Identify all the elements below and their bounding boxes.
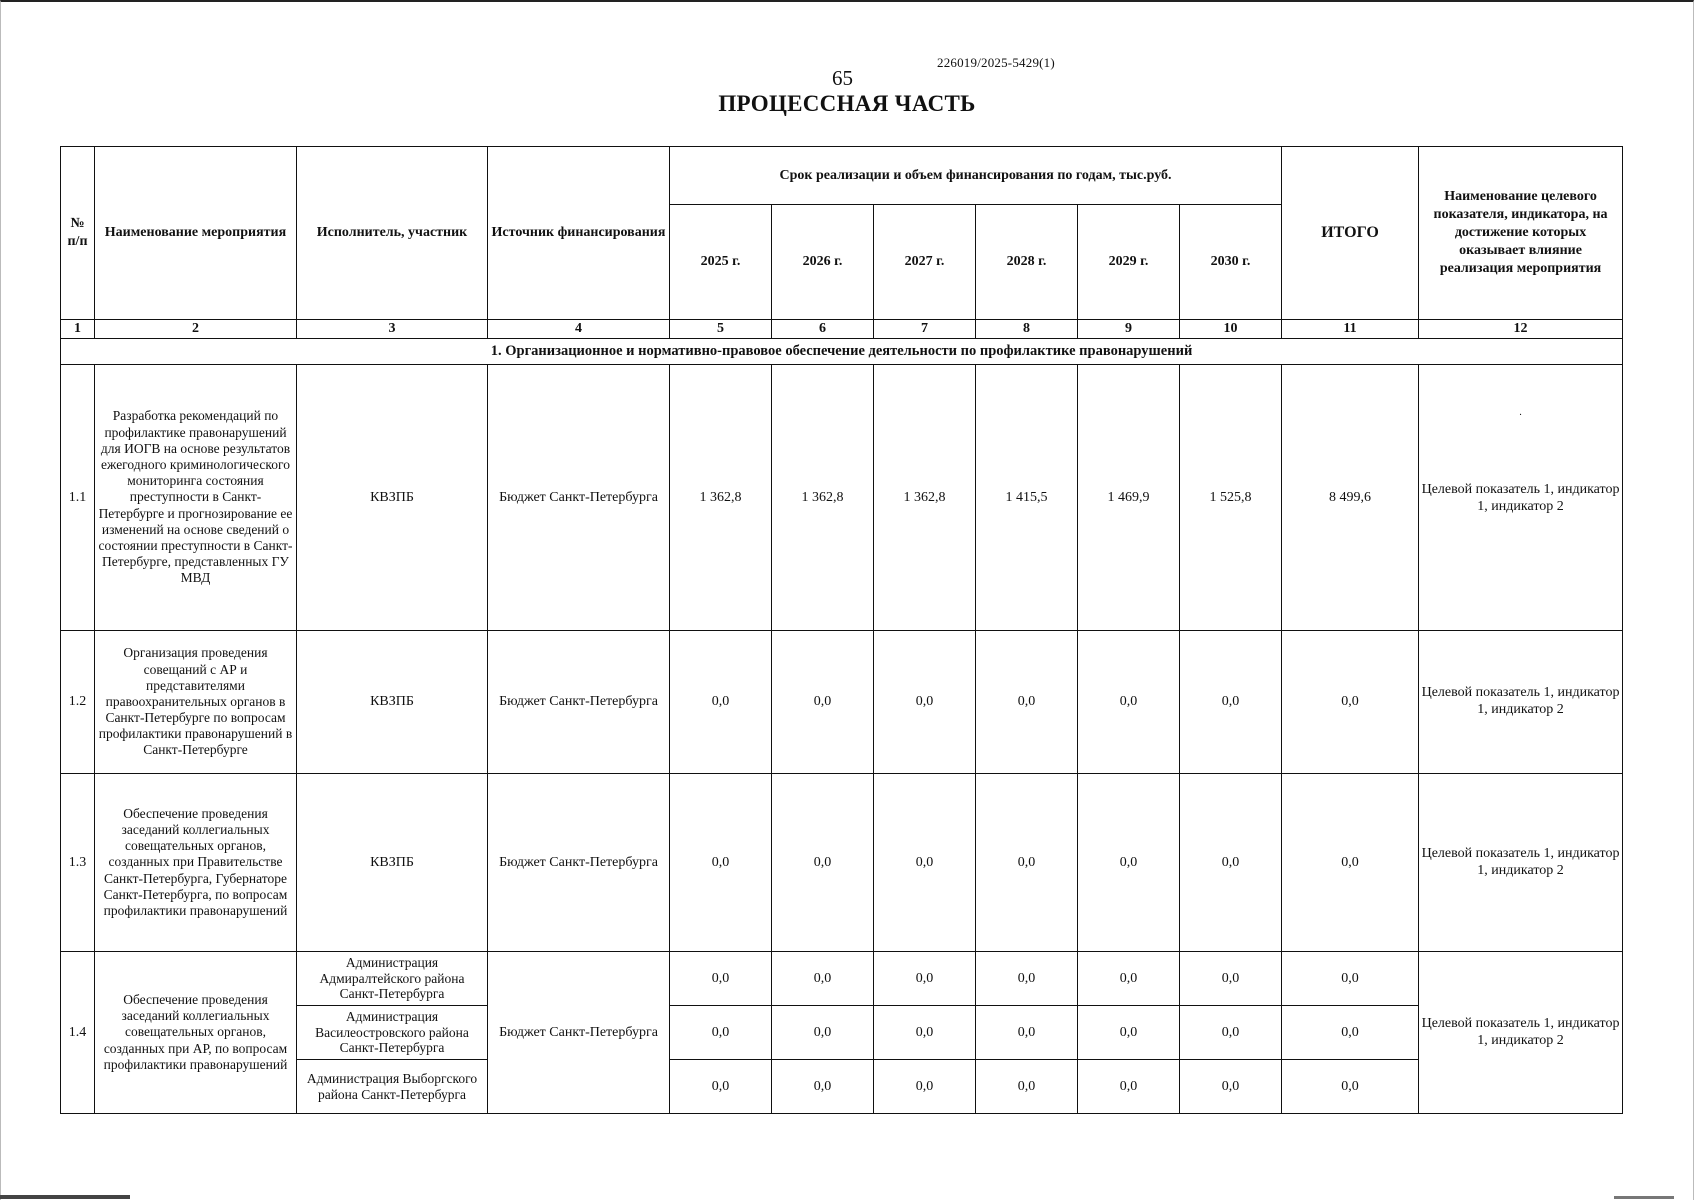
executor: КВЗПБ xyxy=(297,365,488,631)
executor: КВЗПБ xyxy=(297,774,488,952)
value-2025: 0,0 xyxy=(670,774,772,952)
col-header-year-2026: 2026 г. xyxy=(772,205,874,320)
target-indicator xyxy=(1419,365,1623,631)
value-2029: 0,0 xyxy=(1078,1060,1180,1114)
col-header-target: Наименование целевого показателя, индикатора, на достижение которых оказывает влияние реализация мероприятия xyxy=(1419,147,1623,320)
value-2029: 1 469,9 xyxy=(1078,365,1180,631)
value-2028: 0,0 xyxy=(976,952,1078,1006)
value-2028: 0,0 xyxy=(976,631,1078,774)
row-index: 1.1 xyxy=(61,365,95,631)
scan-edge-mark xyxy=(0,1195,130,1199)
section-row xyxy=(61,339,1623,365)
col-number: 3 xyxy=(297,320,488,339)
value-2029: 0,0 xyxy=(1078,631,1180,774)
value-2027: 0,0 xyxy=(874,1060,976,1114)
scan-edge-mark xyxy=(1614,1196,1674,1199)
section-title: 1. Организационное и нормативно-правовое обеспечение деятельности по профилактике правонарушений xyxy=(61,339,1623,365)
col-number: 12 xyxy=(1419,320,1623,339)
value-2027: 0,0 xyxy=(874,1006,976,1060)
value-2030: 0,0 xyxy=(1180,774,1282,952)
value-2026: 1 362,8 xyxy=(772,365,874,631)
measure-name: Обеспечение проведения заседаний коллегиальных совещательных органов, созданных при АР, по вопросам профилактики правонарушений xyxy=(95,952,297,1114)
col-header-year-2027: 2027 г. xyxy=(874,205,976,320)
value-2026: 0,0 xyxy=(772,952,874,1006)
value-2025: 0,0 xyxy=(670,1060,772,1114)
funding-source: Бюджет Санкт-Петербурга xyxy=(488,631,670,774)
col-header-period-group: Срок реализации и объем финансирования по годам, тыс.руб. xyxy=(670,147,1282,205)
col-number: 1 xyxy=(61,320,95,339)
target-indicator: Целевой показатель 1, индикатор 1, индикатор 2 xyxy=(1419,631,1623,774)
process-part-table xyxy=(60,146,1623,1114)
value-2026: 0,0 xyxy=(772,631,874,774)
header-row-1 xyxy=(61,147,1623,205)
col-header-year-2029: 2029 г. xyxy=(1078,205,1180,320)
col-number: 9 xyxy=(1078,320,1180,339)
measure-name: Обеспечение проведения заседаний коллегиальных совещательных органов, созданных при Правительстве Санкт-Петербурга, Губернаторе Санкт-Петербурга, по вопросам профилактики правонарушений xyxy=(95,774,297,952)
value-total: 0,0 xyxy=(1282,1006,1419,1060)
row-index: 1.3 xyxy=(61,774,95,952)
executor: КВЗПБ xyxy=(297,631,488,774)
funding-source: Бюджет Санкт-Петербурга xyxy=(488,365,670,631)
value-2027: 0,0 xyxy=(874,952,976,1006)
value-2027: 1 362,8 xyxy=(874,365,976,631)
funding-source: Бюджет Санкт-Петербурга xyxy=(488,952,670,1114)
row-index: 1.4 xyxy=(61,952,95,1114)
value-2030: 0,0 xyxy=(1180,1006,1282,1060)
document-registration-number: 226019/2025-5429(1) xyxy=(937,55,1055,70)
value-2028: 0,0 xyxy=(976,1006,1078,1060)
measure-name: Организация проведения совещаний с АР и представителями правоохранительных органов в Санкт-Петербурге по вопросам профилактики правонарушений в Санкт-Петербурге xyxy=(95,631,297,774)
value-2025: 0,0 xyxy=(670,952,772,1006)
value-2030: 1 525,8 xyxy=(1180,365,1282,631)
value-2028: 0,0 xyxy=(976,1060,1078,1114)
col-header-num: № п/п xyxy=(61,147,95,320)
value-total: 0,0 xyxy=(1282,952,1419,1006)
value-2027: 0,0 xyxy=(874,774,976,952)
table-row xyxy=(61,952,1623,1006)
col-header-name: Наименование мероприятия xyxy=(95,147,297,320)
value-2029: 0,0 xyxy=(1078,1006,1180,1060)
table-row xyxy=(61,631,1623,774)
value-2030: 0,0 xyxy=(1180,952,1282,1006)
column-number-row xyxy=(61,320,1623,339)
executor: Администрация Василеостровского района Санкт-Петербурга xyxy=(297,1006,488,1060)
executor: Администрация Выборгского района Санкт-Петербурга xyxy=(297,1060,488,1114)
target-indicator-text: Целевой показатель 1, индикатор 1, индикатор 2 xyxy=(1421,481,1620,514)
value-2030: 0,0 xyxy=(1180,1060,1282,1114)
value-2026: 0,0 xyxy=(772,1006,874,1060)
value-total: 0,0 xyxy=(1282,774,1419,952)
value-2025: 1 362,8 xyxy=(670,365,772,631)
target-indicator: Целевой показатель 1, индикатор 1, индикатор 2 xyxy=(1419,774,1623,952)
col-header-year-2028: 2028 г. xyxy=(976,205,1078,320)
row-index: 1.2 xyxy=(61,631,95,774)
col-number: 11 xyxy=(1282,320,1419,339)
value-2025: 0,0 xyxy=(670,1006,772,1060)
col-number: 7 xyxy=(874,320,976,339)
value-2029: 0,0 xyxy=(1078,952,1180,1006)
funding-source: Бюджет Санкт-Петербурга xyxy=(488,774,670,952)
page-number: 65 xyxy=(832,66,853,90)
value-2026: 0,0 xyxy=(772,774,874,952)
col-number: 8 xyxy=(976,320,1078,339)
executor: Администрация Адмиралтейского района Санкт-Петербурга xyxy=(297,952,488,1006)
value-2027: 0,0 xyxy=(874,631,976,774)
col-header-executor: Исполнитель, участник xyxy=(297,147,488,320)
col-header-year-2030: 2030 г. xyxy=(1180,205,1282,320)
value-total: 0,0 xyxy=(1282,631,1419,774)
col-header-source: Источник финансирования xyxy=(488,147,670,320)
value-2028: 1 415,5 xyxy=(976,365,1078,631)
col-number: 4 xyxy=(488,320,670,339)
value-total: 0,0 xyxy=(1282,1060,1419,1114)
target-indicator: Целевой показатель 1, индикатор 1, индикатор 2 xyxy=(1419,952,1623,1114)
value-2028: 0,0 xyxy=(976,774,1078,952)
col-header-total: ИТОГО xyxy=(1282,147,1419,320)
measure-name: Разработка рекомендаций по профилактике правонарушений для ИОГВ на основе результатов ежегодного криминологического мониторинга состояния преступности в Санкт-Петербурге и прогнозирование ее изменений на основе сведений о состоянии преступности в Санкт-Петербурге, представленных ГУ МВД xyxy=(95,365,297,631)
table-row xyxy=(61,774,1623,952)
col-number: 10 xyxy=(1180,320,1282,339)
col-number: 5 xyxy=(670,320,772,339)
col-number: 6 xyxy=(772,320,874,339)
stray-mark: · xyxy=(1518,409,1523,421)
value-2030: 0,0 xyxy=(1180,631,1282,774)
table-row xyxy=(61,365,1623,631)
page-title: ПРОЦЕССНАЯ ЧАСТЬ xyxy=(718,91,976,116)
value-2029: 0,0 xyxy=(1078,774,1180,952)
col-number: 2 xyxy=(95,320,297,339)
value-2026: 0,0 xyxy=(772,1060,874,1114)
value-total: 8 499,6 xyxy=(1282,365,1419,631)
col-header-year-2025: 2025 г. xyxy=(670,205,772,320)
value-2025: 0,0 xyxy=(670,631,772,774)
